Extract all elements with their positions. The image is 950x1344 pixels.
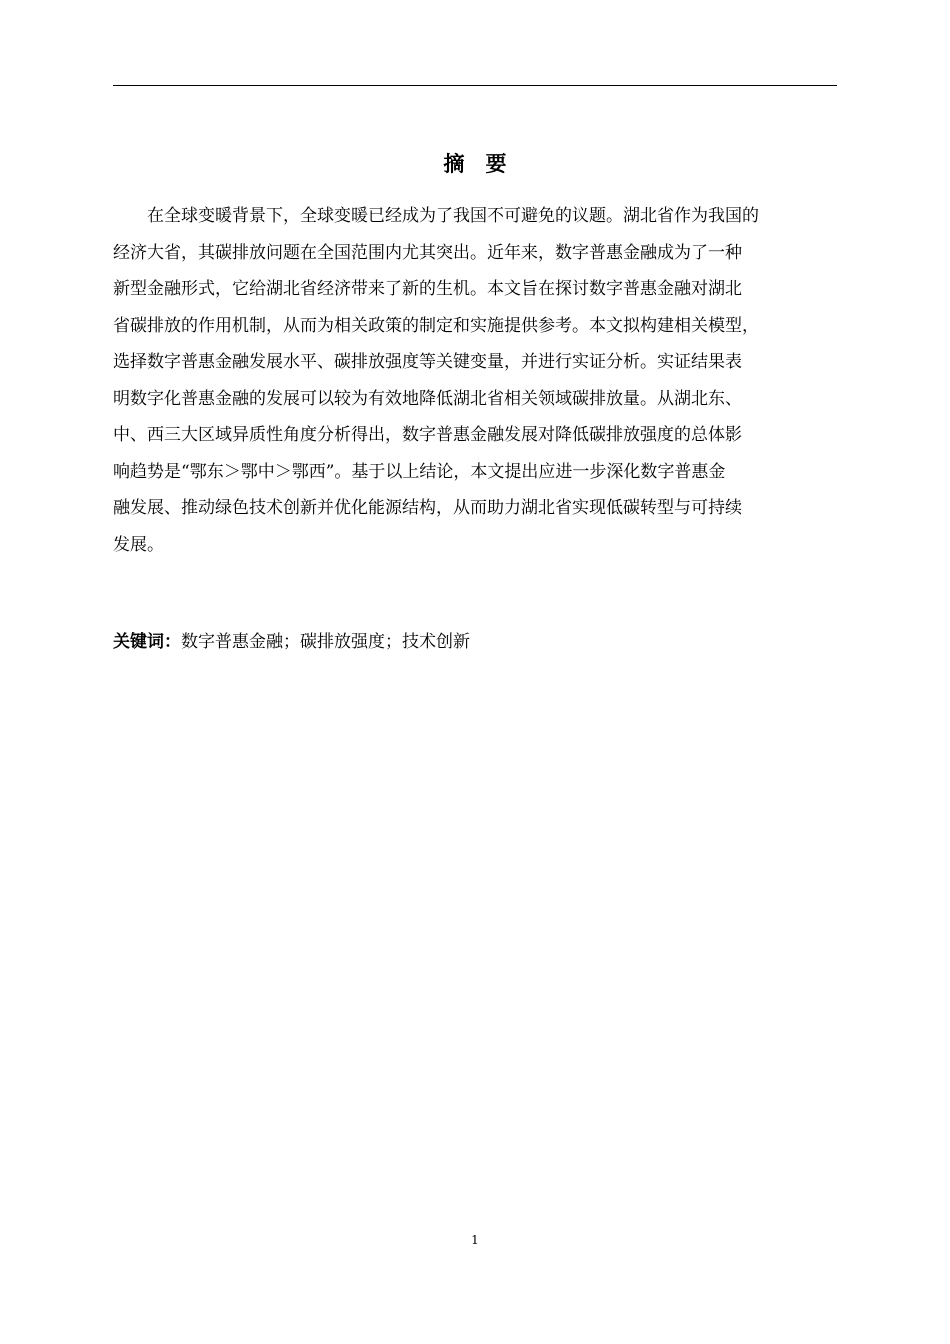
abstract-line: 明数字化普惠金融的发展可以较为有效地降低湖北省相关领域碳排放量。从湖北东、 xyxy=(113,388,742,409)
keywords-text: 数字普惠金融；碳排放强度；技术创新 xyxy=(181,632,470,652)
keywords-label: 关键词： xyxy=(113,632,181,652)
abstract-title: 摘 要 xyxy=(443,152,507,176)
abstract-line: 响趋势是“鄂东＞鄂中＞鄂西”。基于以上结论，本文提出应进一步深化数字普惠金 xyxy=(113,461,726,482)
abstract-line: 省碳排放的作用机制，从而为相关政策的制定和实施提供参考。本文拟构建相关模型， xyxy=(113,315,759,336)
keywords-line xyxy=(113,624,837,660)
abstract-line: 在全球变暖背景下，全球变暖已经成为了我国不可避免的议题。湖北省作为我国的 xyxy=(147,206,759,226)
abstract-line: 经济大省，其碳排放问题在全国范围内尤其突出。近年来，数字普惠金融成为了一种 xyxy=(113,242,742,263)
page-number: 1 xyxy=(471,1233,479,1247)
abstract-line: 发展。 xyxy=(113,534,164,555)
abstract-body xyxy=(113,198,837,563)
abstract-line: 中、西三大区域异质性角度分析得出，数字普惠金融发展对降低碳排放强度的总体影 xyxy=(113,425,742,445)
abstract-line: 新型金融形式，它给湖北省经济带来了新的生机。本文旨在探讨数字普惠金融对湖北 xyxy=(113,279,742,299)
abstract-line: 选择数字普惠金融发展水平、碳排放强度等关键变量，并进行实证分析。实证结果表 xyxy=(113,352,742,372)
abstract-line: 融发展、推动绿色技术创新并优化能源结构，从而助力湖北省实现低碳转型与可持续 xyxy=(113,498,742,518)
header-rule xyxy=(113,85,837,86)
